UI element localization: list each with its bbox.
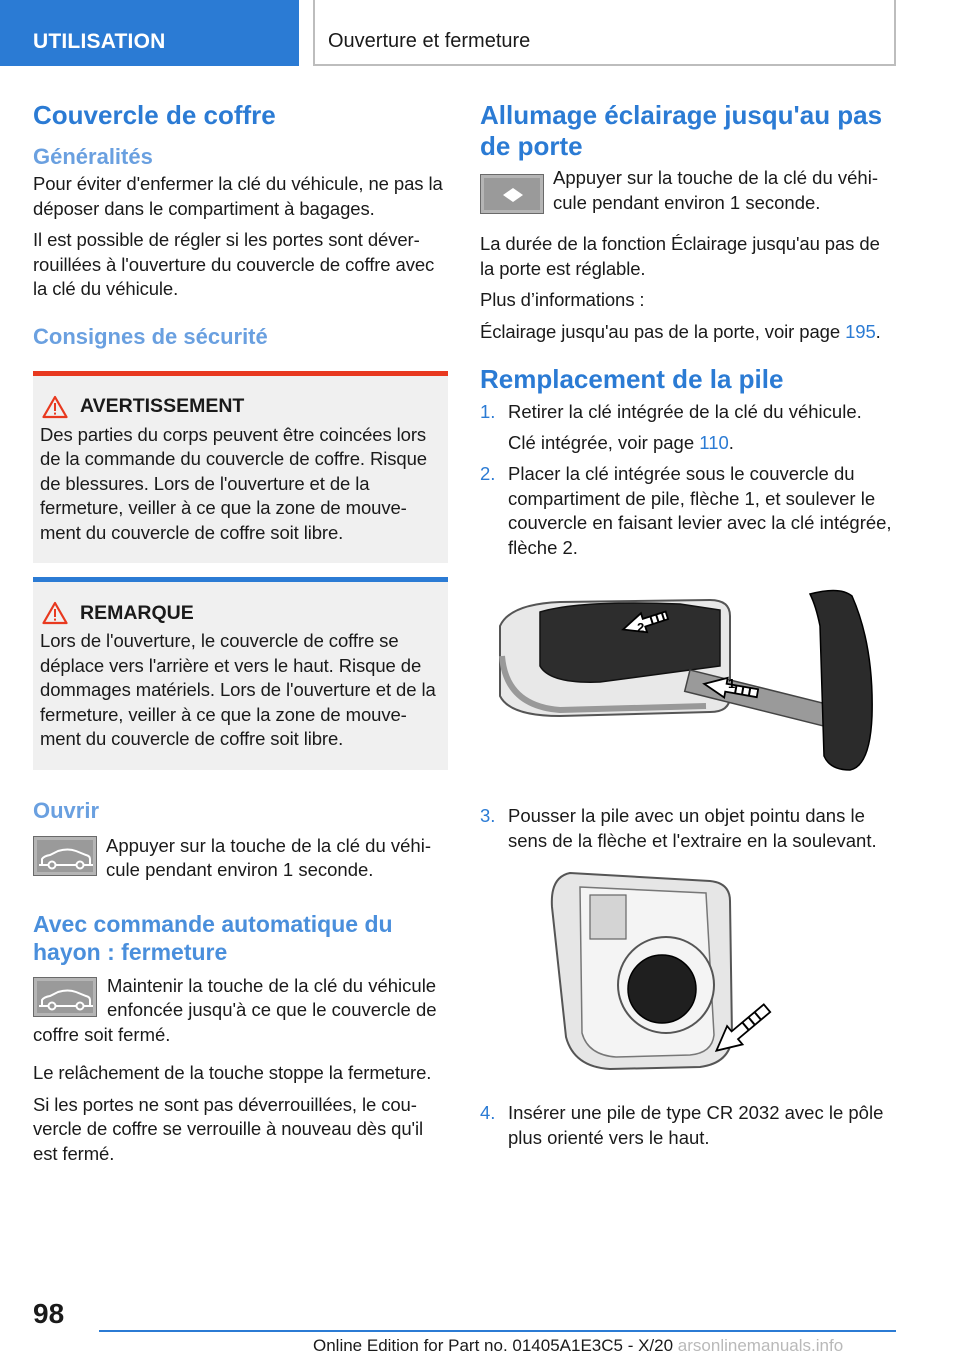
punct: . xyxy=(875,320,881,342)
page-link-110[interactable]: 110 xyxy=(699,431,729,453)
paragraph-generalites-1: Pour éviter d'enfermer la clé du véhicule, ne pas la déposer dans le compartiment à bagages. xyxy=(33,173,443,219)
note-box xyxy=(33,577,448,770)
step-sub-text: Clé intégrée, voir page xyxy=(508,431,700,453)
car-trunk-key-icon xyxy=(33,977,97,1017)
step-sub xyxy=(508,431,898,456)
step-number: 4. xyxy=(480,1102,496,1123)
paragraph-generalites-2: Il est possible de régler si les portes sont déverrouillées à l'ouverture du couvercle de coffre avec la clé du véhicule. xyxy=(33,229,435,299)
paragraph-eclairage-3: Plus d’informations : xyxy=(480,289,645,310)
title-couvercle: Couvercle de coffre xyxy=(33,100,276,130)
warning-text: Des parties du corps peuvent être coincées lors de la commande du couvercle de coffre. Risque de blessures. Lors de l'ouverture et de la fermeture, veiller à ce que la zone de mouvement du couvercle de coffre soit libre. xyxy=(40,423,427,543)
step-1 xyxy=(480,400,898,455)
page-link-195[interactable]: 195 xyxy=(845,320,876,342)
heading-hayon: Avec commande automatique du hayon : fermeture xyxy=(33,910,393,965)
page-number: 98 xyxy=(33,1298,65,1329)
heading-consignes: Consignes de sécurité xyxy=(33,323,268,349)
footer-divider xyxy=(99,1330,896,1332)
warning-title: AVERTISSEMENT xyxy=(80,395,245,417)
left-column xyxy=(33,100,448,1166)
diamond-key-icon xyxy=(480,174,544,214)
warning-box xyxy=(33,371,448,564)
car-trunk-key-icon xyxy=(33,836,97,876)
ouvrir-text: Appuyer sur la touche de la clé du véhicule pendant environ 1 seconde. xyxy=(106,834,431,880)
hayon-key-row xyxy=(33,974,448,1048)
punct: . xyxy=(728,431,734,453)
step-3 xyxy=(480,804,898,853)
battery-illustration xyxy=(480,867,898,1075)
title-pile: Remplacement de la pile xyxy=(480,364,784,394)
watermark: arsonlinemanuals.info xyxy=(677,1336,844,1355)
step-number: 3. xyxy=(480,805,496,826)
section-tab: UTILISATION xyxy=(0,0,299,66)
warning-title-row xyxy=(40,394,441,420)
step-2 xyxy=(480,462,898,560)
arrow-label-2: 2 xyxy=(637,620,645,635)
hayon-text: Maintenir la touche de la clé du véhicule enfoncée jusqu'à ce que le couvercle de coffre soit fermé. xyxy=(33,974,437,1045)
step-number: 2. xyxy=(480,463,496,484)
title-eclairage: Allumage éclairage jusqu'au pas de porte xyxy=(480,100,883,161)
paragraph-hayon-2: Le relâchement de la touche stoppe la fermeture. xyxy=(33,1062,432,1083)
eclairage-key-row xyxy=(480,166,898,226)
chapter-title: Ouverture et fermeture xyxy=(313,0,896,66)
heading-generalites: Généralités xyxy=(33,144,153,169)
paragraph-hayon-3: Si les portes ne sont pas déverrouillées, le couvercle de coffre se verrouille à nouveau dès qu'il est fermé. xyxy=(33,1093,424,1164)
step-text: Pousser la pile avec un objet pointu dans le sens de la flèche et l'extraire en la soulevant. xyxy=(508,805,877,851)
right-column xyxy=(480,100,898,1150)
step-4 xyxy=(480,1101,898,1150)
note-title: REMARQUE xyxy=(80,601,194,624)
note-title-row xyxy=(40,600,441,626)
warning-triangle-icon xyxy=(42,601,68,625)
eclairage-ref-text: Éclairage jusqu'au pas de la porte, voir page xyxy=(480,320,846,342)
step-text: Retirer la clé intégrée de la clé du véhicule. xyxy=(508,401,862,422)
paragraph-eclairage-2: La durée de la fonction Éclairage jusqu'au pas de la porte est réglable. xyxy=(480,233,880,279)
illustration-battery xyxy=(480,867,898,1075)
key-removal-illustration xyxy=(480,586,898,782)
step-text: Placer la clé intégrée sous le couvercle du compartiment de pile, flèche 1, et soulever le couvercle en faisant levier avec la clé intégrée, flèche 2. xyxy=(508,463,892,558)
step-number: 1. xyxy=(480,401,496,422)
ouvrir-key-row xyxy=(33,834,448,894)
note-text: Lors de l'ouverture, le couvercle de coffre se déplace vers l'arrière et vers le haut. Risque de dommages matériels. Lors de l'ouverture et de la fermeture, veiller à ce que la zone de mouvement du couvercle de coffre soit libre. xyxy=(40,630,436,749)
edition-text: Online Edition for Part no. 01405A1E3C5 - X/20 xyxy=(313,1336,674,1355)
footer-edition xyxy=(313,1336,896,1356)
arrow-label-1: 1 xyxy=(728,676,736,691)
warning-triangle-icon xyxy=(42,395,68,419)
paragraph-eclairage-4 xyxy=(480,320,898,345)
step-text: Insérer une pile de type CR 2032 avec le pôle plus orienté vers le haut. xyxy=(508,1102,884,1148)
heading-ouvrir: Ouvrir xyxy=(33,797,100,823)
eclairage-text: Appuyer sur la touche de la clé du véhicule pendant environ 1 seconde. xyxy=(553,167,878,213)
illustration-key-removal xyxy=(480,586,898,782)
